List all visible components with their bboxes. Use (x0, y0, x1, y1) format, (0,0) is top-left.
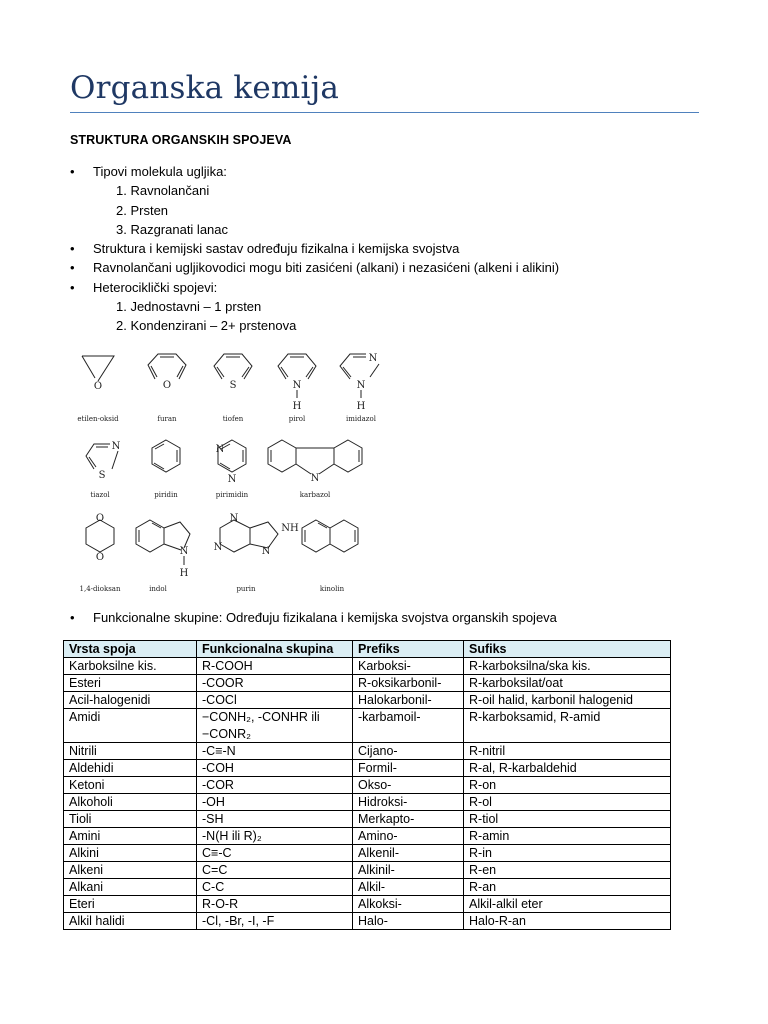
section-heading: STRUKTURA ORGANSKIH SPOJEVA (70, 133, 292, 147)
atom-label: N (179, 546, 189, 557)
functional-groups-bullet (70, 608, 743, 627)
table-row (64, 794, 671, 811)
pyridine-structure (152, 440, 180, 499)
bullet-text: Funkcionalne skupine: Određuju fizikalana i kemijska svojstva organskih spojeva (93, 610, 557, 625)
table-cell: Halokarbonil- (353, 692, 464, 709)
atom-label: O (93, 381, 103, 392)
bullet-item (70, 278, 710, 336)
table-row (64, 709, 671, 743)
bullet-dot: • (70, 610, 75, 625)
structure-label: karbazol (299, 491, 331, 499)
pyrimidine-structure (216, 440, 249, 499)
table-cell: C=C (197, 862, 353, 879)
bullet-text: Ravnolančani ugljikovodici mogu biti zasićeni (alkani) i nezasićeni (alkeni i alikini) (93, 260, 560, 276)
table-cell: Karboksi- (353, 658, 464, 675)
sub-item: 1. Jednostavni – 1 prsten (116, 299, 262, 315)
column-header: Sufiks (464, 641, 671, 658)
table-cell: R-al, R-karbaldehid (464, 760, 671, 777)
table-cell: Alkil-alkil eter (464, 896, 671, 913)
bullet-item (70, 239, 710, 258)
table-cell: R-amin (464, 828, 671, 845)
table-cell: -SH (197, 811, 353, 828)
carbazole-structure (268, 440, 362, 499)
bullet-dot: • (70, 241, 75, 257)
table-cell: Nitrili (64, 743, 197, 760)
table-cell: Karboksilne kis. (64, 658, 197, 675)
structure-label: tiofen (222, 415, 244, 423)
table-cell: -N(H ili R)₂ (197, 828, 353, 845)
sub-item: 2. Prsten (116, 202, 169, 218)
structures-svg (70, 348, 400, 600)
table-cell: Merkapto- (353, 811, 464, 828)
table-cell: Alkini (64, 845, 197, 862)
structure-label: purin (236, 585, 256, 593)
table-cell: R-karboksilat/oat (464, 675, 671, 692)
structure-label: kinolin (319, 585, 345, 593)
table-cell: -OH (197, 794, 353, 811)
title-divider (70, 112, 699, 113)
table-cell: Amino- (353, 828, 464, 845)
table-cell: R-O-R (197, 896, 353, 913)
table-row (64, 743, 671, 760)
table-cell: R-karboksamid, R-amid (464, 709, 671, 743)
pyrrole-structure (278, 354, 316, 423)
table-cell: -C≡-N (197, 743, 353, 760)
column-header: Vrsta spoja (64, 641, 197, 658)
atom-label: N (368, 353, 378, 364)
atom-label: H (356, 401, 366, 412)
ethylene-oxide-structure (77, 356, 119, 423)
table-cell: -COOR (197, 675, 353, 692)
bullet-dot: • (70, 279, 75, 295)
structure-label: indol (149, 585, 167, 593)
table-cell: Amidi (64, 709, 197, 743)
table-row (64, 760, 671, 777)
table-row (64, 845, 671, 862)
bullet-item (70, 258, 710, 277)
table-cell: -COH (197, 760, 353, 777)
table-cell: R-an (464, 879, 671, 896)
heterocycle-structures-figure (70, 348, 400, 600)
table-cell: R-oksikarbonil- (353, 675, 464, 692)
atom-label: S (229, 380, 237, 391)
atom-label: NH (281, 523, 299, 534)
table-row (64, 811, 671, 828)
bullet-text: Heterociklički spojevi: (93, 279, 218, 295)
table-cell: Alkoholi (64, 794, 197, 811)
table-cell: Alkani (64, 879, 197, 896)
atom-label: N (310, 473, 320, 484)
structure-label: piridin (154, 491, 178, 499)
table-cell: Alkil halidi (64, 913, 197, 930)
structure-label: etilen-oksid (77, 415, 119, 423)
quinoline-structure (302, 520, 358, 593)
table-cell: -Cl, -Br, -I, -F (197, 913, 353, 930)
table-cell: Alkil- (353, 879, 464, 896)
table-cell: R-in (464, 845, 671, 862)
table-cell: Okso- (353, 777, 464, 794)
atom-label: N (356, 380, 366, 391)
table-row (64, 862, 671, 879)
table-header-row (64, 641, 671, 658)
atom-label: H (179, 568, 189, 579)
table-cell: -COCl (197, 692, 353, 709)
functional-groups-table (63, 640, 671, 930)
dioxane-structure (80, 513, 121, 593)
table-cell: R-nitril (464, 743, 671, 760)
table-cell: −CONH₂, -CONHR ili −CONR₂ (197, 709, 353, 743)
table-cell: Cijano- (353, 743, 464, 760)
atom-label: N (213, 542, 223, 553)
table-cell: R-en (464, 862, 671, 879)
thiazole-structure (86, 441, 121, 499)
bullet-dot: • (70, 260, 75, 276)
atom-label: H (292, 401, 302, 412)
table-cell: C≡-C (197, 845, 353, 862)
atom-label: N (229, 513, 239, 524)
furan-structure (148, 354, 186, 423)
table-cell: Alkenil- (353, 845, 464, 862)
structure-label: pirimidin (215, 491, 249, 499)
table-cell: R-oil halid, karbonil halogenid (464, 692, 671, 709)
table-cell: Alkoksi- (353, 896, 464, 913)
table-cell: Ketoni (64, 777, 197, 794)
page-title: Organska kemija (70, 70, 340, 106)
table-cell: Eteri (64, 896, 197, 913)
bullet-item (70, 162, 710, 239)
thiophene-structure (214, 354, 252, 423)
table-cell: Amini (64, 828, 197, 845)
bullet-text: Tipovi molekula ugljika: (93, 164, 227, 179)
atom-label: O (95, 552, 105, 563)
table-cell: C-C (197, 879, 353, 896)
table-row (64, 692, 671, 709)
table-cell: -karbamoil- (353, 709, 464, 743)
table-cell: Esteri (64, 675, 197, 692)
indole-structure (136, 520, 190, 593)
table-cell: Aldehidi (64, 760, 197, 777)
table-cell: R-ol (464, 794, 671, 811)
column-header: Prefiks (353, 641, 464, 658)
column-header: Funkcionalna skupina (197, 641, 353, 658)
table-cell: Halo-R-an (464, 913, 671, 930)
sub-item: 3. Razgranati lanac (116, 221, 229, 237)
table-cell: R-tiol (464, 811, 671, 828)
table-row (64, 675, 671, 692)
table-row (64, 777, 671, 794)
table-cell: -COR (197, 777, 353, 794)
table-body (64, 658, 671, 930)
table-cell: R-COOH (197, 658, 353, 675)
atom-label: O (95, 513, 105, 524)
sub-item: 2. Kondenzirani – 2+ prstenova (116, 318, 297, 334)
structure-label: imidazol (346, 415, 376, 423)
table-row (64, 896, 671, 913)
atom-label: N (261, 546, 271, 557)
atom-label: N (111, 441, 121, 452)
table-cell: R-on (464, 777, 671, 794)
atom-label: N (215, 444, 225, 455)
atom-label: N (227, 474, 237, 485)
table-cell: Acil-halogenidi (64, 692, 197, 709)
table-row (64, 828, 671, 845)
atom-label: N (292, 380, 302, 391)
structure-label: pirol (288, 415, 306, 423)
structure-label: 1,4-dioksan (79, 585, 121, 593)
sub-item: 1. Ravnolančani (116, 183, 210, 199)
bullet-dot: • (70, 164, 75, 179)
bullet-list (70, 162, 710, 336)
purine-structure (214, 513, 299, 593)
table-row (64, 913, 671, 930)
bullet-text: Struktura i kemijski sastav određuju fizikalna i kemijska svojstva (93, 241, 460, 257)
imidazole-structure (340, 353, 379, 423)
table-cell: Tioli (64, 811, 197, 828)
atom-label: O (162, 380, 172, 391)
table-cell: Halo- (353, 913, 464, 930)
table-cell: Formil- (353, 760, 464, 777)
table-cell: Alkeni (64, 862, 197, 879)
structure-label: tiazol (90, 491, 110, 499)
table-cell: R-karboksilna/ska kis. (464, 658, 671, 675)
table-row (64, 658, 671, 675)
atom-label: S (98, 470, 106, 481)
table-cell: Alkinil- (353, 862, 464, 879)
table-cell: Hidroksi- (353, 794, 464, 811)
table-row (64, 879, 671, 896)
structure-label: furan (157, 415, 177, 423)
